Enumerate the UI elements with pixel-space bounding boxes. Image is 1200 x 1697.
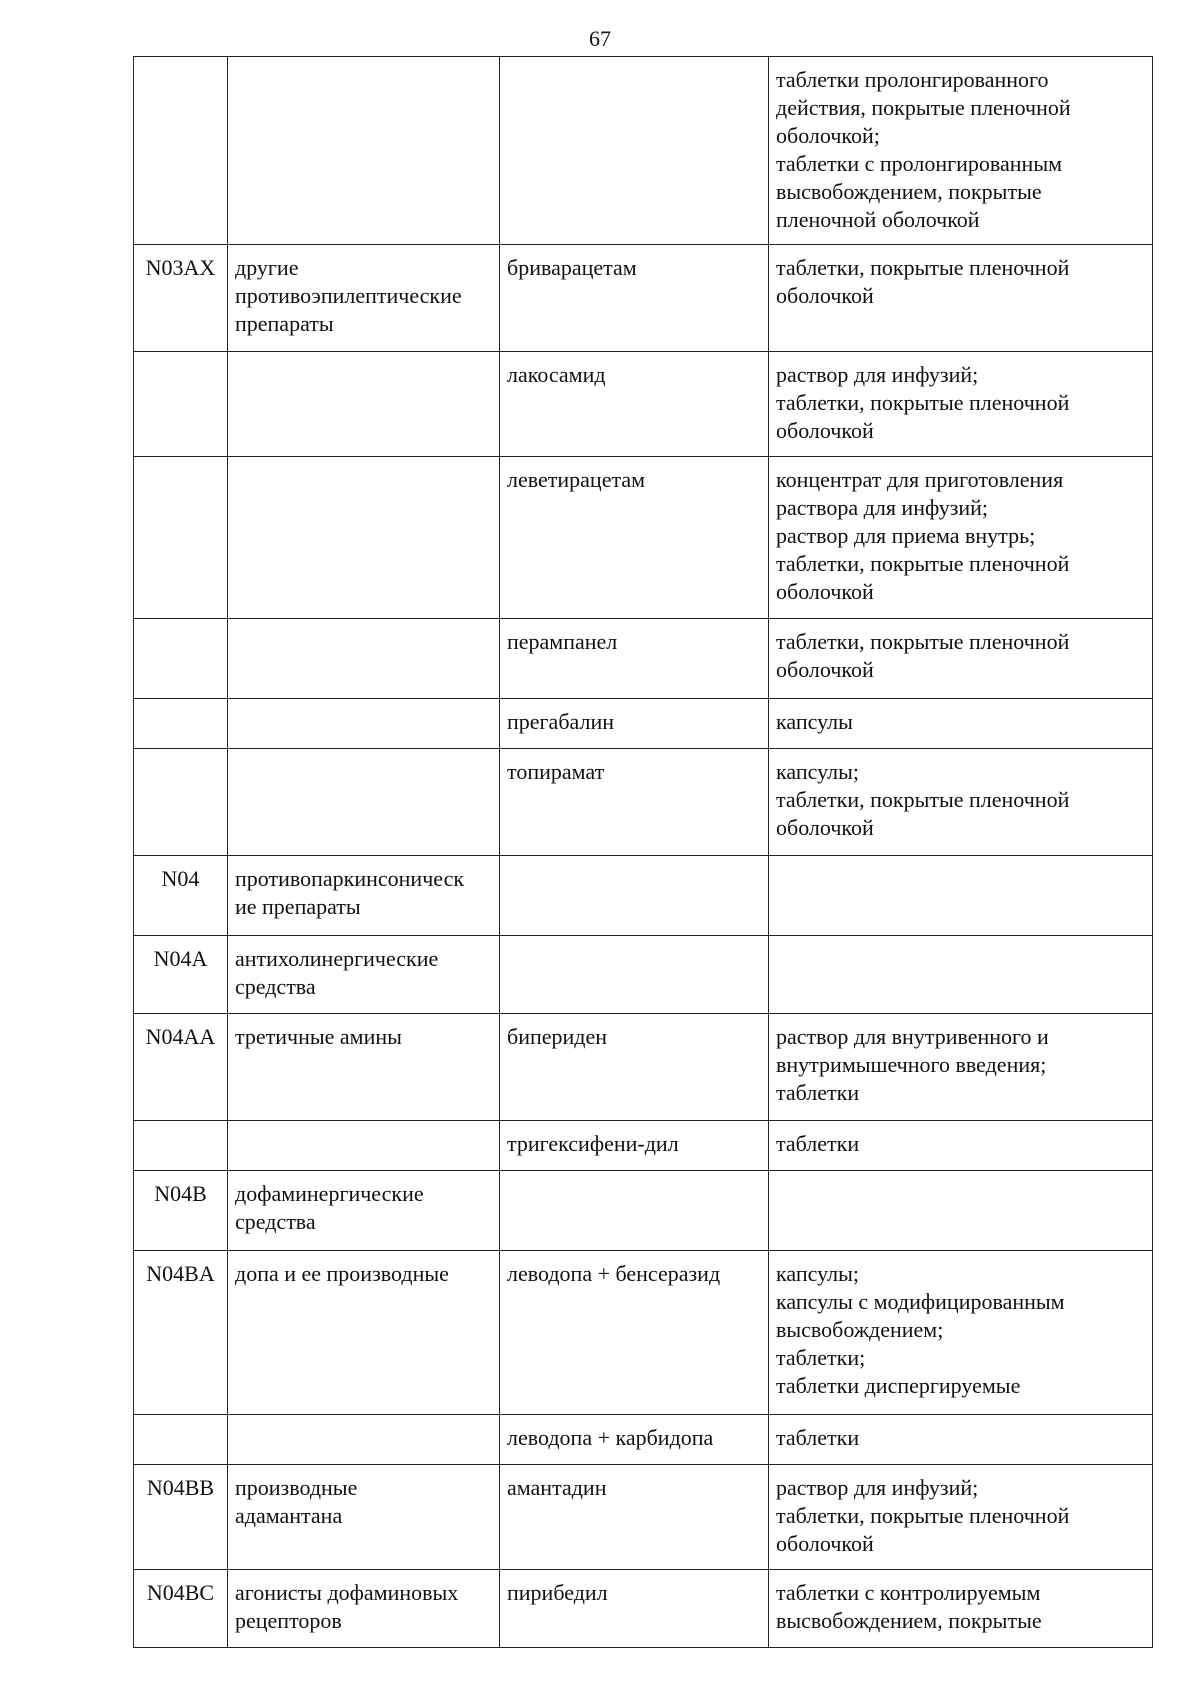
pharmacological-group-line: другие: [235, 255, 299, 280]
atc-code-cell: [134, 57, 228, 245]
dosage-forms-line: таблетки, покрытые пленочной: [776, 551, 1070, 576]
pharmacological-group-line: антихолинергические: [235, 946, 439, 971]
drug-name-cell: [500, 1415, 769, 1465]
pharmacological-group-cell: [228, 245, 500, 352]
table-row: [134, 619, 1153, 699]
pharmacological-group-cell: [228, 749, 500, 856]
dosage-forms-cell: [769, 1121, 1153, 1171]
pharmacological-group-line: агонисты дофаминовых: [235, 1580, 459, 1605]
dosage-forms-line: оболочкой;: [776, 123, 880, 148]
table-row: [134, 1014, 1153, 1121]
drug-name-line: перампанел: [507, 629, 618, 654]
pharmacological-group-line: производные: [235, 1475, 358, 1500]
dosage-forms-line: оболочкой: [776, 657, 874, 682]
pharmacological-group-line: средства: [235, 974, 316, 999]
drug-name-cell: [500, 1465, 769, 1570]
atc-code-cell: N04B: [134, 1171, 228, 1251]
dosage-forms-line: раствор для внутривенного и: [776, 1024, 1049, 1049]
drug-name-line: бипериден: [507, 1024, 608, 1049]
pharmacological-group-cell: [228, 1014, 500, 1121]
drug-name-line: амантадин: [507, 1475, 607, 1500]
pharmacological-group-cell: [228, 856, 500, 936]
pharmacological-group-cell: [228, 352, 500, 457]
drug-name-line: леводопа + карбидопа: [507, 1425, 714, 1450]
drug-name-cell: [500, 1251, 769, 1415]
pharmacological-group-line: противопаркинсоническ: [235, 866, 465, 891]
dosage-forms-line: высвобождением;: [776, 1317, 944, 1342]
table-row: [134, 1465, 1153, 1570]
pharmacological-group-cell: [228, 1251, 500, 1415]
dosage-forms-cell: [769, 1415, 1153, 1465]
table-row: [134, 699, 1153, 749]
dosage-forms-line: раствора для инфузий;: [776, 495, 989, 520]
drug-name-cell: [500, 749, 769, 856]
dosage-forms-line: капсулы: [776, 709, 853, 734]
atc-code-cell: N04BA: [134, 1251, 228, 1415]
pharmacological-group-cell: [228, 1171, 500, 1251]
drug-name-cell: [500, 699, 769, 749]
dosage-forms-line: оболочкой: [776, 283, 874, 308]
dosage-forms-line: раствор для инфузий;: [776, 1475, 979, 1500]
atc-code-cell: N04BC: [134, 1570, 228, 1648]
dosage-forms-cell: [769, 936, 1153, 1014]
drug-name-cell: [500, 1121, 769, 1171]
dosage-forms-cell: [769, 1570, 1153, 1648]
drug-name-cell: [500, 1014, 769, 1121]
dosage-forms-line: капсулы с модифицированным: [776, 1289, 1065, 1314]
dosage-forms-line: концентрат для приготовления: [776, 467, 1064, 492]
dosage-forms-line: оболочкой: [776, 418, 874, 443]
drug-name-cell: [500, 352, 769, 457]
table-row: [134, 856, 1153, 936]
dosage-forms-line: таблетки, покрытые пленочной: [776, 390, 1070, 415]
dosage-forms-line: действия, покрытые пленочной: [776, 95, 1071, 120]
dosage-forms-cell: [769, 1014, 1153, 1121]
table-row: [134, 245, 1153, 352]
drug-name-line: бриварацетам: [507, 255, 637, 280]
dosage-forms-line: таблетки;: [776, 1345, 866, 1370]
dosage-forms-line: внутримышечного введения;: [776, 1052, 1047, 1077]
dosage-forms-cell: [769, 245, 1153, 352]
dosage-forms-line: капсулы;: [776, 1261, 859, 1286]
atc-code-cell: N04AA: [134, 1014, 228, 1121]
dosage-forms-line: таблетки диспергируемые: [776, 1373, 1021, 1398]
drug-name-line: топирамат: [507, 759, 605, 784]
dosage-forms-cell: [769, 1465, 1153, 1570]
dosage-forms-line: пленочной оболочкой: [776, 207, 980, 232]
drug-name-cell: [500, 619, 769, 699]
dosage-forms-cell: [769, 699, 1153, 749]
table-row: [134, 1251, 1153, 1415]
dosage-forms-line: оболочкой: [776, 1531, 874, 1556]
drug-name-line: тригексифени-дил: [507, 1131, 679, 1156]
atc-code-cell: N04BB: [134, 1465, 228, 1570]
pharmacological-group-cell: [228, 1570, 500, 1648]
dosage-forms-line: таблетки, покрытые пленочной: [776, 255, 1070, 280]
atc-code-cell: N04: [134, 856, 228, 936]
atc-code-cell: [134, 699, 228, 749]
drug-name-line: прегабалин: [507, 709, 615, 734]
dosage-forms-line: таблетки, покрытые пленочной: [776, 1503, 1070, 1528]
dosage-forms-line: таблетки, покрытые пленочной: [776, 629, 1070, 654]
dosage-forms-cell: [769, 1251, 1153, 1415]
table-row: [134, 1171, 1153, 1251]
pharmacological-group-line: средства: [235, 1209, 316, 1234]
drug-table: [133, 56, 1153, 1648]
drug-name-cell: [500, 457, 769, 619]
table-row: [134, 936, 1153, 1014]
pharmacological-group-line: рецепторов: [235, 1608, 342, 1633]
pharmacological-group-line: дофаминергические: [235, 1181, 424, 1206]
dosage-forms-line: высвобождением, покрытые: [776, 179, 1042, 204]
atc-code-cell: [134, 1121, 228, 1171]
atc-code-cell: [134, 457, 228, 619]
drug-name-cell: [500, 856, 769, 936]
drug-name-line: леводопа + бенсеразид: [507, 1261, 721, 1286]
page-number: 67: [589, 26, 611, 51]
pharmacological-group-cell: [228, 619, 500, 699]
drug-name-line: пирибедил: [507, 1580, 608, 1605]
dosage-forms-line: раствор для инфузий;: [776, 362, 979, 387]
pharmacological-group-line: противоэпилептические: [235, 283, 462, 308]
atc-code-cell: [134, 1415, 228, 1465]
dosage-forms-line: оболочкой: [776, 579, 874, 604]
dosage-forms-line: таблетки с контролируемым: [776, 1580, 1041, 1605]
drug-name-cell: [500, 1570, 769, 1648]
dosage-forms-line: капсулы;: [776, 759, 859, 784]
drug-name-cell: [500, 57, 769, 245]
dosage-forms-line: таблетки: [776, 1080, 860, 1105]
table-row: [134, 457, 1153, 619]
dosage-forms-line: таблетки с пролонгированным: [776, 151, 1063, 176]
pharmacological-group-line: ие препараты: [235, 894, 361, 919]
dosage-forms-cell: [769, 352, 1153, 457]
drug-name-line: леветирацетам: [507, 467, 646, 492]
table-row: [134, 57, 1153, 245]
pharmacological-group-line: адамантана: [235, 1503, 343, 1528]
pharmacological-group-cell: [228, 699, 500, 749]
dosage-forms-line: высвобождением, покрытые: [776, 1608, 1042, 1633]
dosage-forms-cell: [769, 749, 1153, 856]
pharmacological-group-cell: [228, 1415, 500, 1465]
atc-code-cell: [134, 749, 228, 856]
pharmacological-group-line: допа и ее производные: [235, 1261, 449, 1286]
drug-name-cell: [500, 1171, 769, 1251]
dosage-forms-cell: [769, 856, 1153, 936]
dosage-forms-line: таблетки: [776, 1425, 860, 1450]
table-row: [134, 1570, 1153, 1648]
drug-name-cell: [500, 245, 769, 352]
pharmacological-group-cell: [228, 936, 500, 1014]
pharmacological-group-cell: [228, 457, 500, 619]
pharmacological-group-cell: [228, 1121, 500, 1171]
table-row: [134, 1121, 1153, 1171]
atc-code-cell: [134, 352, 228, 457]
dosage-forms-cell: [769, 457, 1153, 619]
pharmacological-group-line: препараты: [235, 311, 334, 336]
dosage-forms-cell: [769, 619, 1153, 699]
drug-name-cell: [500, 936, 769, 1014]
table-row: [134, 1415, 1153, 1465]
drug-name-line: лакосамид: [507, 362, 606, 387]
atc-code-cell: N04A: [134, 936, 228, 1014]
atc-code-cell: N03AX: [134, 245, 228, 352]
table-row: [134, 352, 1153, 457]
table-row: [134, 749, 1153, 856]
dosage-forms-cell: [769, 1171, 1153, 1251]
dosage-forms-line: таблетки пролонгированного: [776, 67, 1049, 92]
dosage-forms-cell: [769, 57, 1153, 245]
pharmacological-group-cell: [228, 1465, 500, 1570]
dosage-forms-line: таблетки, покрытые пленочной: [776, 787, 1070, 812]
table-body: [134, 57, 1153, 1648]
dosage-forms-line: таблетки: [776, 1131, 860, 1156]
atc-code-cell: [134, 619, 228, 699]
pharmacological-group-line: третичные амины: [235, 1024, 402, 1049]
dosage-forms-line: раствор для приема внутрь;: [776, 523, 1036, 548]
dosage-forms-line: оболочкой: [776, 815, 874, 840]
pharmacological-group-cell: [228, 57, 500, 245]
